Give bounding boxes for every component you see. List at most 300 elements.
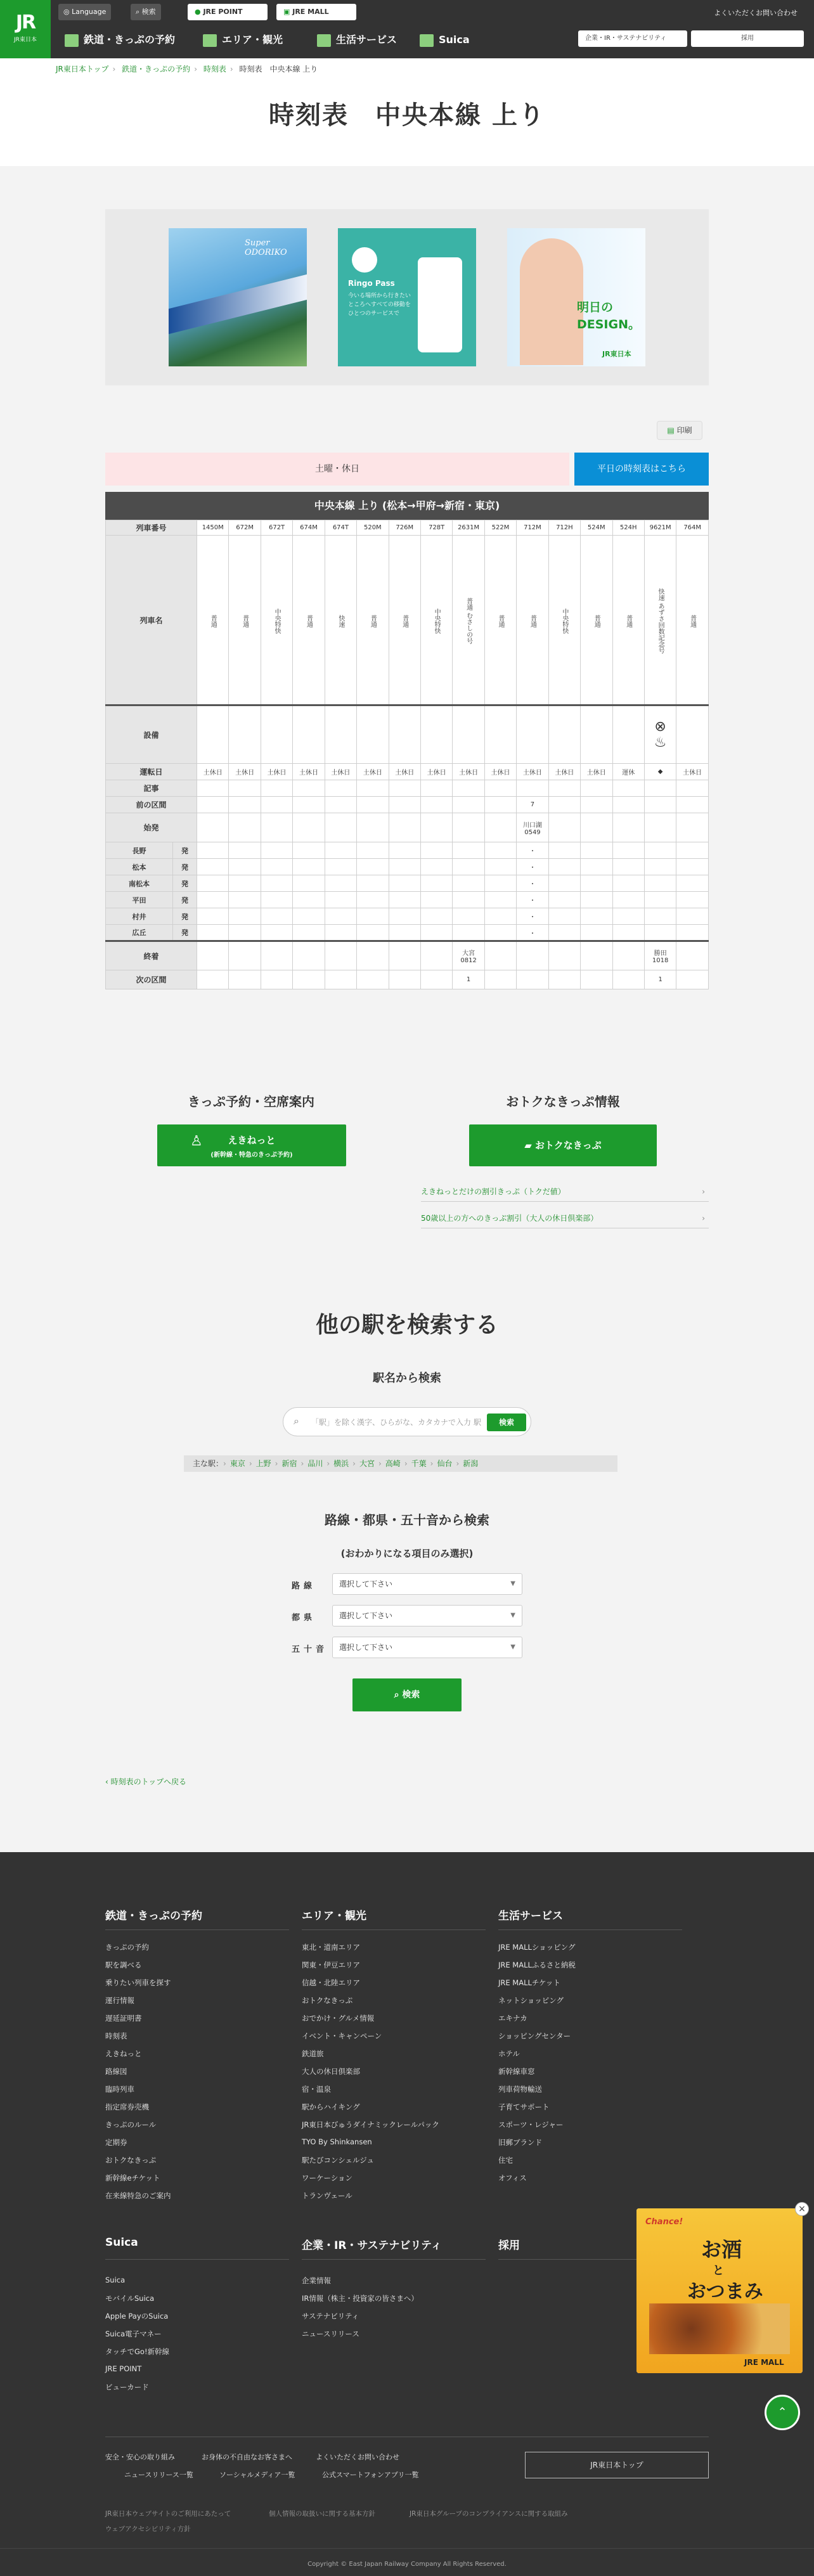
select-row-kana xyxy=(292,1637,522,1658)
footer-link[interactable]: サステナビリティ xyxy=(302,2312,359,2321)
tt-cell xyxy=(420,813,452,842)
kana-select[interactable] xyxy=(332,1637,522,1658)
tt-cell xyxy=(517,892,548,908)
tt-cell xyxy=(453,520,484,536)
footer-link[interactable]: JRE MALLチケット xyxy=(498,1978,560,1987)
tab-holiday[interactable]: 土曜・休日 xyxy=(105,453,569,486)
footer-heading[interactable]: 生活サービス xyxy=(498,1910,563,1922)
footer-bottom-link[interactable]: 公式スマートフォンアプリ一覧 xyxy=(322,2471,419,2479)
prefecture-select[interactable] xyxy=(332,1605,522,1626)
footer-heading[interactable]: Suica xyxy=(105,2236,138,2249)
train-number: 524M xyxy=(587,524,605,531)
footer-link[interactable]: Suica電子マネー xyxy=(105,2329,162,2338)
main-station-link[interactable]: 大宮 xyxy=(359,1459,375,1468)
train-number: 674M xyxy=(300,524,318,531)
jr-east-logo[interactable] xyxy=(0,0,51,58)
footer-link[interactable]: Apple PayのSuica xyxy=(105,2312,169,2321)
tt-cell xyxy=(325,780,356,797)
pass-mark: ・ xyxy=(529,930,536,937)
footer-link[interactable]: 時刻表 xyxy=(105,2032,127,2040)
banner-ringo-pass[interactable] xyxy=(338,228,476,366)
footer-link[interactable]: 列車荷物輸送 xyxy=(498,2085,542,2094)
nav-rail-label: 鉄道・きっぷの予約 xyxy=(84,34,176,46)
footer-legal-link[interactable]: 個人情報の取扱いに関する基本方針 xyxy=(269,2510,375,2518)
chevron-right-icon: › xyxy=(702,1187,705,1196)
tt-cell xyxy=(389,941,420,970)
tt-cell xyxy=(261,908,292,925)
footer-link[interactable]: トランヴェール xyxy=(302,2191,352,2200)
footer-link[interactable]: IR情報（株主・投資家の皆さまへ） xyxy=(302,2294,418,2303)
popup-close-icon[interactable]: × xyxy=(795,2202,809,2216)
footer-divider xyxy=(105,2259,289,2260)
footer-link[interactable]: 定期券 xyxy=(105,2138,127,2147)
footer-link[interactable]: 東北・道南エリア xyxy=(302,1943,360,1952)
nav-suica-label: Suica xyxy=(439,34,470,46)
footer-link[interactable]: 関東・伊豆エリア xyxy=(302,1961,360,1969)
tt-cell xyxy=(197,764,229,780)
tt-cell xyxy=(420,875,452,892)
station-sep: › xyxy=(456,1459,460,1468)
tt-cell xyxy=(517,908,548,925)
tt-cell xyxy=(517,813,548,842)
hatsu-label: 発 xyxy=(173,875,197,892)
breadcrumb-top[interactable]: JR東日本トップ xyxy=(56,65,109,74)
row-station xyxy=(106,892,709,908)
line-select[interactable] xyxy=(332,1573,522,1595)
chevron-down-icon: ▼ xyxy=(510,1580,515,1587)
globe-icon: ◎ xyxy=(63,8,72,16)
tt-cell xyxy=(325,875,356,892)
footer-legal-link[interactable]: JR東日本グループのコンプライアンスに関する取組み xyxy=(410,2510,568,2518)
footer-link[interactable]: ワーケーション xyxy=(302,2174,353,2182)
train-name: 普通 xyxy=(241,614,249,628)
tt-cell xyxy=(453,925,484,941)
footer-link[interactable]: JRE POINT xyxy=(105,2364,142,2373)
operating-day: ◆ xyxy=(657,768,663,775)
footer-bottom-link[interactable]: よくいただくお問い合わせ xyxy=(316,2453,399,2461)
discount-label: おトクなきっぷ xyxy=(535,1140,602,1151)
breadcrumb-sep: › xyxy=(229,65,233,74)
tt-cell xyxy=(420,908,452,925)
ekinet-button[interactable] xyxy=(157,1124,346,1166)
footer-link[interactable]: モバイルSuica xyxy=(105,2294,155,2303)
footer-link[interactable]: ショッピングセンター xyxy=(498,2032,571,2040)
tt-cell xyxy=(389,520,420,536)
nav-life[interactable] xyxy=(317,29,397,51)
tt-cell xyxy=(644,908,676,925)
main-station-link[interactable]: 新潟 xyxy=(463,1459,479,1468)
pass-mark: ・ xyxy=(529,848,536,855)
footer-link[interactable]: きっぷの予約 xyxy=(105,1943,149,1952)
footer-bottom-link[interactable]: お身体の不自由なお客さまへ xyxy=(202,2453,292,2461)
tt-cell xyxy=(357,859,389,875)
row-station xyxy=(106,925,709,941)
faq-link[interactable]: よくいただくお問い合わせ xyxy=(714,9,798,17)
jre-point-icon: ● xyxy=(195,8,204,16)
footer-legal-link[interactable]: JR東日本ウェブサイトのご利用にあたって xyxy=(105,2510,231,2518)
footer-link[interactable]: 新幹線車窓 xyxy=(498,2067,535,2076)
shop-icon xyxy=(317,34,331,47)
banner-area xyxy=(105,209,709,385)
footer-link[interactable]: 鉄道旅 xyxy=(302,2049,324,2058)
tt-cell xyxy=(612,941,644,970)
tt-cell xyxy=(357,705,389,764)
footer-link[interactable]: JR東日本びゅうダイナミックレールパック xyxy=(302,2120,439,2129)
tt-cell xyxy=(612,842,644,859)
tt-cell xyxy=(612,970,644,989)
train-number: 672M xyxy=(236,524,254,531)
main-station-link[interactable]: 横浜 xyxy=(333,1459,349,1468)
operating-day: 土休日 xyxy=(267,770,287,776)
timetable xyxy=(105,492,709,989)
recruit-link[interactable]: 採用 xyxy=(691,30,804,47)
footer-divider xyxy=(105,1929,289,1930)
jre-mall-button[interactable] xyxy=(276,4,356,20)
tt-cell xyxy=(581,797,612,813)
footer-link[interactable]: 運行情報 xyxy=(105,1996,134,2005)
tt-cell xyxy=(644,780,676,797)
tt-cell xyxy=(293,842,325,859)
footer-link[interactable]: ネットショッピング xyxy=(498,1996,564,2005)
footer-link[interactable]: イベント・キャンペーン xyxy=(302,2032,382,2040)
tt-cell xyxy=(676,970,709,989)
select-label: 都県 xyxy=(292,1613,316,1623)
breadcrumb-current: 時刻表 中央本線 上り xyxy=(239,65,318,74)
station-search-button[interactable]: 検索 xyxy=(487,1414,526,1431)
tab-weekday[interactable]: 平日の時刻表はこちら xyxy=(574,453,709,486)
nav-rail[interactable] xyxy=(65,29,175,51)
next-section: 1 xyxy=(466,976,471,983)
main-station-link[interactable]: 仙台 xyxy=(437,1459,453,1468)
operating-day: 土休日 xyxy=(331,770,351,776)
footer-link[interactable]: 駅からハイキング xyxy=(302,2103,360,2111)
footer-link[interactable]: 新幹線eチケット xyxy=(105,2174,160,2182)
footer-link[interactable]: 子育てサポート xyxy=(498,2103,550,2111)
tt-cell xyxy=(325,970,356,989)
tt-cell xyxy=(484,859,516,875)
operating-day: 土休日 xyxy=(491,770,510,776)
station-sep: › xyxy=(300,1459,304,1468)
train-name: 快速 xyxy=(337,614,344,628)
station-sep: › xyxy=(223,1459,226,1468)
tt-cell xyxy=(357,941,389,970)
tt-cell xyxy=(389,705,420,764)
footer-link[interactable]: Suica xyxy=(105,2276,126,2284)
train-name: 普通 xyxy=(401,614,408,628)
banner-design-text: 明日のDESIGN。 xyxy=(577,300,641,332)
train-name: 普通 xyxy=(369,614,377,628)
operating-day: 土休日 xyxy=(395,770,415,776)
tt-cell xyxy=(676,875,709,892)
station-sep: › xyxy=(326,1459,330,1468)
train-name: 普通 xyxy=(688,614,696,628)
station-name: 南松本 xyxy=(106,875,173,892)
tt-cell xyxy=(420,536,452,705)
footer-link[interactable]: えきねっと xyxy=(105,2049,142,2058)
tt-cell xyxy=(293,780,325,797)
tt-cell xyxy=(612,813,644,842)
jre-mall-label: JRE MALL xyxy=(292,8,329,16)
tt-cell xyxy=(293,925,325,941)
main-station-link[interactable]: 千葉 xyxy=(411,1459,427,1468)
footer-heading[interactable]: 企業・IR・サステナビリティ xyxy=(302,2239,442,2252)
tt-cell xyxy=(420,780,452,797)
tt-cell xyxy=(420,892,452,908)
link-text: えきねっとだけの割引きっぷ（トクだ値） xyxy=(421,1187,565,1196)
print-button[interactable] xyxy=(657,421,702,440)
tt-cell xyxy=(676,520,709,536)
footer-link[interactable]: きっぷのルール xyxy=(105,2120,157,2129)
footer-top-button[interactable]: JR東日本トップ xyxy=(525,2452,709,2478)
popup-title-1: お酒 xyxy=(701,2238,742,2262)
footer-heading[interactable]: 採用 xyxy=(498,2239,520,2252)
footer-link[interactable]: 指定席券売機 xyxy=(105,2103,149,2111)
line-search-button[interactable] xyxy=(352,1678,462,1711)
row-origin xyxy=(106,813,709,842)
tt-cell xyxy=(517,970,548,989)
nav-suica[interactable] xyxy=(420,29,470,51)
tt-cell xyxy=(453,813,484,842)
tt-cell xyxy=(325,908,356,925)
footer-divider xyxy=(498,1929,682,1930)
footer-link[interactable]: 旧郵ブランド xyxy=(498,2138,542,2147)
footer-link[interactable]: エキナカ xyxy=(498,2014,527,2023)
tt-cell xyxy=(453,970,484,989)
tt-cell xyxy=(197,941,229,970)
footer-bottom-link[interactable]: ソーシャルメディア一覧 xyxy=(219,2471,295,2479)
tt-cell xyxy=(261,941,292,970)
tt-cell xyxy=(293,764,325,780)
tt-cell xyxy=(548,842,580,859)
main-station-link[interactable]: 高崎 xyxy=(385,1459,401,1468)
row-label: 列車番号 xyxy=(106,520,197,536)
main-station-link[interactable]: 品川 xyxy=(307,1459,323,1468)
tt-cell xyxy=(197,908,229,925)
banner-odoriko-text: Super ODORIKO xyxy=(245,238,287,257)
nav-area-label: エリア・観光 xyxy=(222,34,283,46)
timetable-grid xyxy=(105,520,709,989)
tt-cell xyxy=(261,813,292,842)
tt-cell xyxy=(644,764,676,780)
pass-mark: ・ xyxy=(529,881,536,888)
tt-cell xyxy=(293,536,325,705)
tt-cell xyxy=(261,536,292,705)
search-placeholder-tail: 駅 xyxy=(474,1418,482,1427)
tt-cell xyxy=(548,813,580,842)
footer-link[interactable]: 遅延証明書 xyxy=(105,2014,142,2023)
ringo-pass-icon xyxy=(352,247,377,273)
tt-cell xyxy=(581,925,612,941)
tt-cell xyxy=(293,908,325,925)
pass-mark: ・ xyxy=(529,898,536,905)
origin-station: 川口湖 xyxy=(522,821,542,829)
person-image xyxy=(520,238,583,365)
select-value: 選択して下さい xyxy=(339,1611,393,1620)
discount-heading: おトクなきっぷ情報 xyxy=(506,1094,620,1109)
footer-link[interactable]: おでかけ・グルメ情報 xyxy=(302,2014,375,2023)
footer-link[interactable]: 在来線特急のご案内 xyxy=(105,2191,171,2200)
tt-cell xyxy=(676,925,709,941)
footer-heading[interactable]: エリア・観光 xyxy=(302,1910,366,1922)
chevron-down-icon: ▼ xyxy=(510,1612,515,1619)
footer-link[interactable]: 駅たびコンシェルジュ xyxy=(302,2156,374,2165)
train-name: 快速 あずさ回数記念号 xyxy=(657,588,664,654)
tt-cell xyxy=(548,520,580,536)
main-station-link[interactable]: 新宿 xyxy=(281,1459,297,1468)
tt-cell xyxy=(229,941,261,970)
tt-cell xyxy=(548,780,580,797)
tt-cell xyxy=(453,536,484,705)
nav-life-label: 生活サービス xyxy=(336,34,397,46)
row-label: 設備 xyxy=(106,705,197,764)
train-number: 726M xyxy=(396,524,414,531)
station-sep: › xyxy=(275,1459,278,1468)
dest-time: 0812 xyxy=(460,957,477,964)
footer-link[interactable]: タッチでGo!新幹線 xyxy=(105,2347,170,2356)
corp-link[interactable]: 企業・IR・サステナビリティ xyxy=(578,30,687,47)
jre-point-label: JRE POINT xyxy=(203,8,243,16)
copyright: Copyright © East Japan Railway Company All Rights Reserved. xyxy=(307,2561,507,2568)
train-number: 728T xyxy=(429,524,445,531)
footer-bottom-link[interactable]: 安全・安心の取り組み xyxy=(105,2453,175,2461)
tt-cell xyxy=(517,842,548,859)
timetable-heading: 中央本線 上り (松本→甲府→新宿・東京) xyxy=(105,492,709,520)
tt-cell xyxy=(644,705,676,764)
footer-link[interactable]: 乗りたい列車を探す xyxy=(105,1978,171,1987)
footer-link[interactable]: JRE MALLショッピング xyxy=(498,1943,576,1952)
footer-link[interactable]: スポーツ・レジャー xyxy=(498,2120,564,2129)
tt-cell xyxy=(197,970,229,989)
breadcrumb-rail[interactable]: 鉄道・きっぷの予約 xyxy=(122,65,191,74)
tt-cell xyxy=(484,941,516,970)
row-train-no xyxy=(106,520,709,536)
jre-point-button[interactable] xyxy=(188,4,268,20)
tt-cell xyxy=(420,925,452,941)
discount-link-otona[interactable] xyxy=(421,1208,709,1228)
tt-cell xyxy=(484,908,516,925)
tt-cell xyxy=(676,797,709,813)
footer-bottom-link[interactable]: ニュースリリース一覧 xyxy=(124,2471,193,2479)
footer-link[interactable]: ビューカード xyxy=(105,2383,149,2392)
tt-cell xyxy=(612,875,644,892)
footer-legal-link[interactable]: ウェブアクセシビリティ方針 xyxy=(105,2525,191,2533)
footer-link[interactable]: 臨時列車 xyxy=(105,2085,134,2094)
select-label: 五十音 xyxy=(292,1645,328,1654)
tt-cell xyxy=(420,859,452,875)
footer-heading[interactable]: 鉄道・きっぷの予約 xyxy=(105,1910,202,1922)
tt-cell xyxy=(325,813,356,842)
footer-link[interactable]: 駅を調べる xyxy=(105,1961,142,1969)
footer-link[interactable]: TYO By Shinkansen xyxy=(302,2137,372,2146)
promo-popup[interactable] xyxy=(636,2208,803,2373)
tt-cell xyxy=(676,842,709,859)
tt-cell xyxy=(389,842,420,859)
language-button[interactable] xyxy=(58,4,111,20)
tt-cell xyxy=(484,813,516,842)
select-value: 選択して下さい xyxy=(339,1643,393,1652)
footer-link[interactable]: 企業情報 xyxy=(302,2276,331,2285)
discount-button[interactable] xyxy=(469,1124,657,1166)
footer-link[interactable]: 住宅 xyxy=(498,2156,513,2165)
tt-cell xyxy=(229,908,261,925)
footer-link[interactable]: おトクなきっぷ xyxy=(105,2156,157,2165)
tt-cell xyxy=(644,536,676,705)
tt-cell xyxy=(325,892,356,908)
footer-link[interactable]: ホテル xyxy=(498,2049,520,2058)
search-button[interactable] xyxy=(131,4,161,20)
tt-cell xyxy=(517,797,548,813)
row-label: 次の区間 xyxy=(106,970,197,989)
row-days xyxy=(106,764,709,780)
tt-cell xyxy=(197,859,229,875)
tt-cell xyxy=(357,925,389,941)
operating-day: 土休日 xyxy=(363,770,382,776)
tt-cell xyxy=(453,875,484,892)
footer-link[interactable]: JRE MALLふるさと納税 xyxy=(498,1961,576,1969)
back-to-top-button[interactable] xyxy=(765,2395,800,2430)
tt-cell xyxy=(644,797,676,813)
tt-cell xyxy=(612,908,644,925)
operating-day: 運休 xyxy=(622,770,635,776)
main-station-link[interactable]: 東京 xyxy=(229,1459,245,1468)
tt-cell xyxy=(581,875,612,892)
phone-image xyxy=(418,257,462,352)
discount-link-tokudane[interactable] xyxy=(421,1182,709,1202)
banner-design[interactable] xyxy=(507,228,645,366)
footer-link[interactable]: 大人の休日倶楽部 xyxy=(302,2067,360,2076)
tt-cell xyxy=(581,892,612,908)
banner-design-sub: JR東日本 xyxy=(602,350,631,358)
footer-link[interactable]: 宿・温泉 xyxy=(302,2085,331,2094)
banner-odoriko[interactable] xyxy=(169,228,307,366)
row-facility xyxy=(106,705,709,764)
station-sep: › xyxy=(430,1459,434,1468)
tt-cell xyxy=(517,925,548,941)
tt-cell xyxy=(548,941,580,970)
search-label: 検索 xyxy=(141,8,156,16)
ekinet-label: えきねっと xyxy=(228,1135,276,1146)
tt-cell xyxy=(612,705,644,764)
tt-cell xyxy=(261,892,292,908)
tt-cell xyxy=(581,764,612,780)
footer-link[interactable]: オフィス xyxy=(498,2174,527,2182)
nav-area[interactable] xyxy=(203,29,283,51)
footer-link[interactable]: 路線図 xyxy=(105,2067,127,2076)
tt-cell xyxy=(261,925,292,941)
chevron-left-icon: ‹ xyxy=(105,1777,111,1786)
tt-cell xyxy=(517,705,548,764)
tt-cell xyxy=(261,520,292,536)
train-name: 普通 xyxy=(497,614,505,628)
tt-cell xyxy=(229,970,261,989)
train-number: 9621M xyxy=(649,524,671,531)
back-to-timetable-link[interactable] xyxy=(105,1776,186,1787)
breadcrumb-timetable[interactable]: 時刻表 xyxy=(203,65,226,74)
back-label: 時刻表のトップへ戻る xyxy=(110,1777,187,1786)
row-train-name xyxy=(106,536,709,705)
tt-cell xyxy=(293,875,325,892)
popup-title-2: と xyxy=(713,2264,724,2277)
footer-link[interactable]: おトクなきっぷ xyxy=(302,1996,353,2005)
tt-cell xyxy=(612,780,644,797)
footer-link[interactable]: ニュースリリース xyxy=(302,2329,359,2338)
tt-cell xyxy=(293,797,325,813)
search-placeholder: 「駅」を除く漢字、ひらがな、カタカナで入力 xyxy=(311,1418,472,1427)
tt-cell xyxy=(389,859,420,875)
pass-mark: ・ xyxy=(529,865,536,872)
footer-link[interactable]: 信越・北陸エリア xyxy=(302,1978,360,1987)
main-station-link[interactable]: 上野 xyxy=(255,1459,271,1468)
